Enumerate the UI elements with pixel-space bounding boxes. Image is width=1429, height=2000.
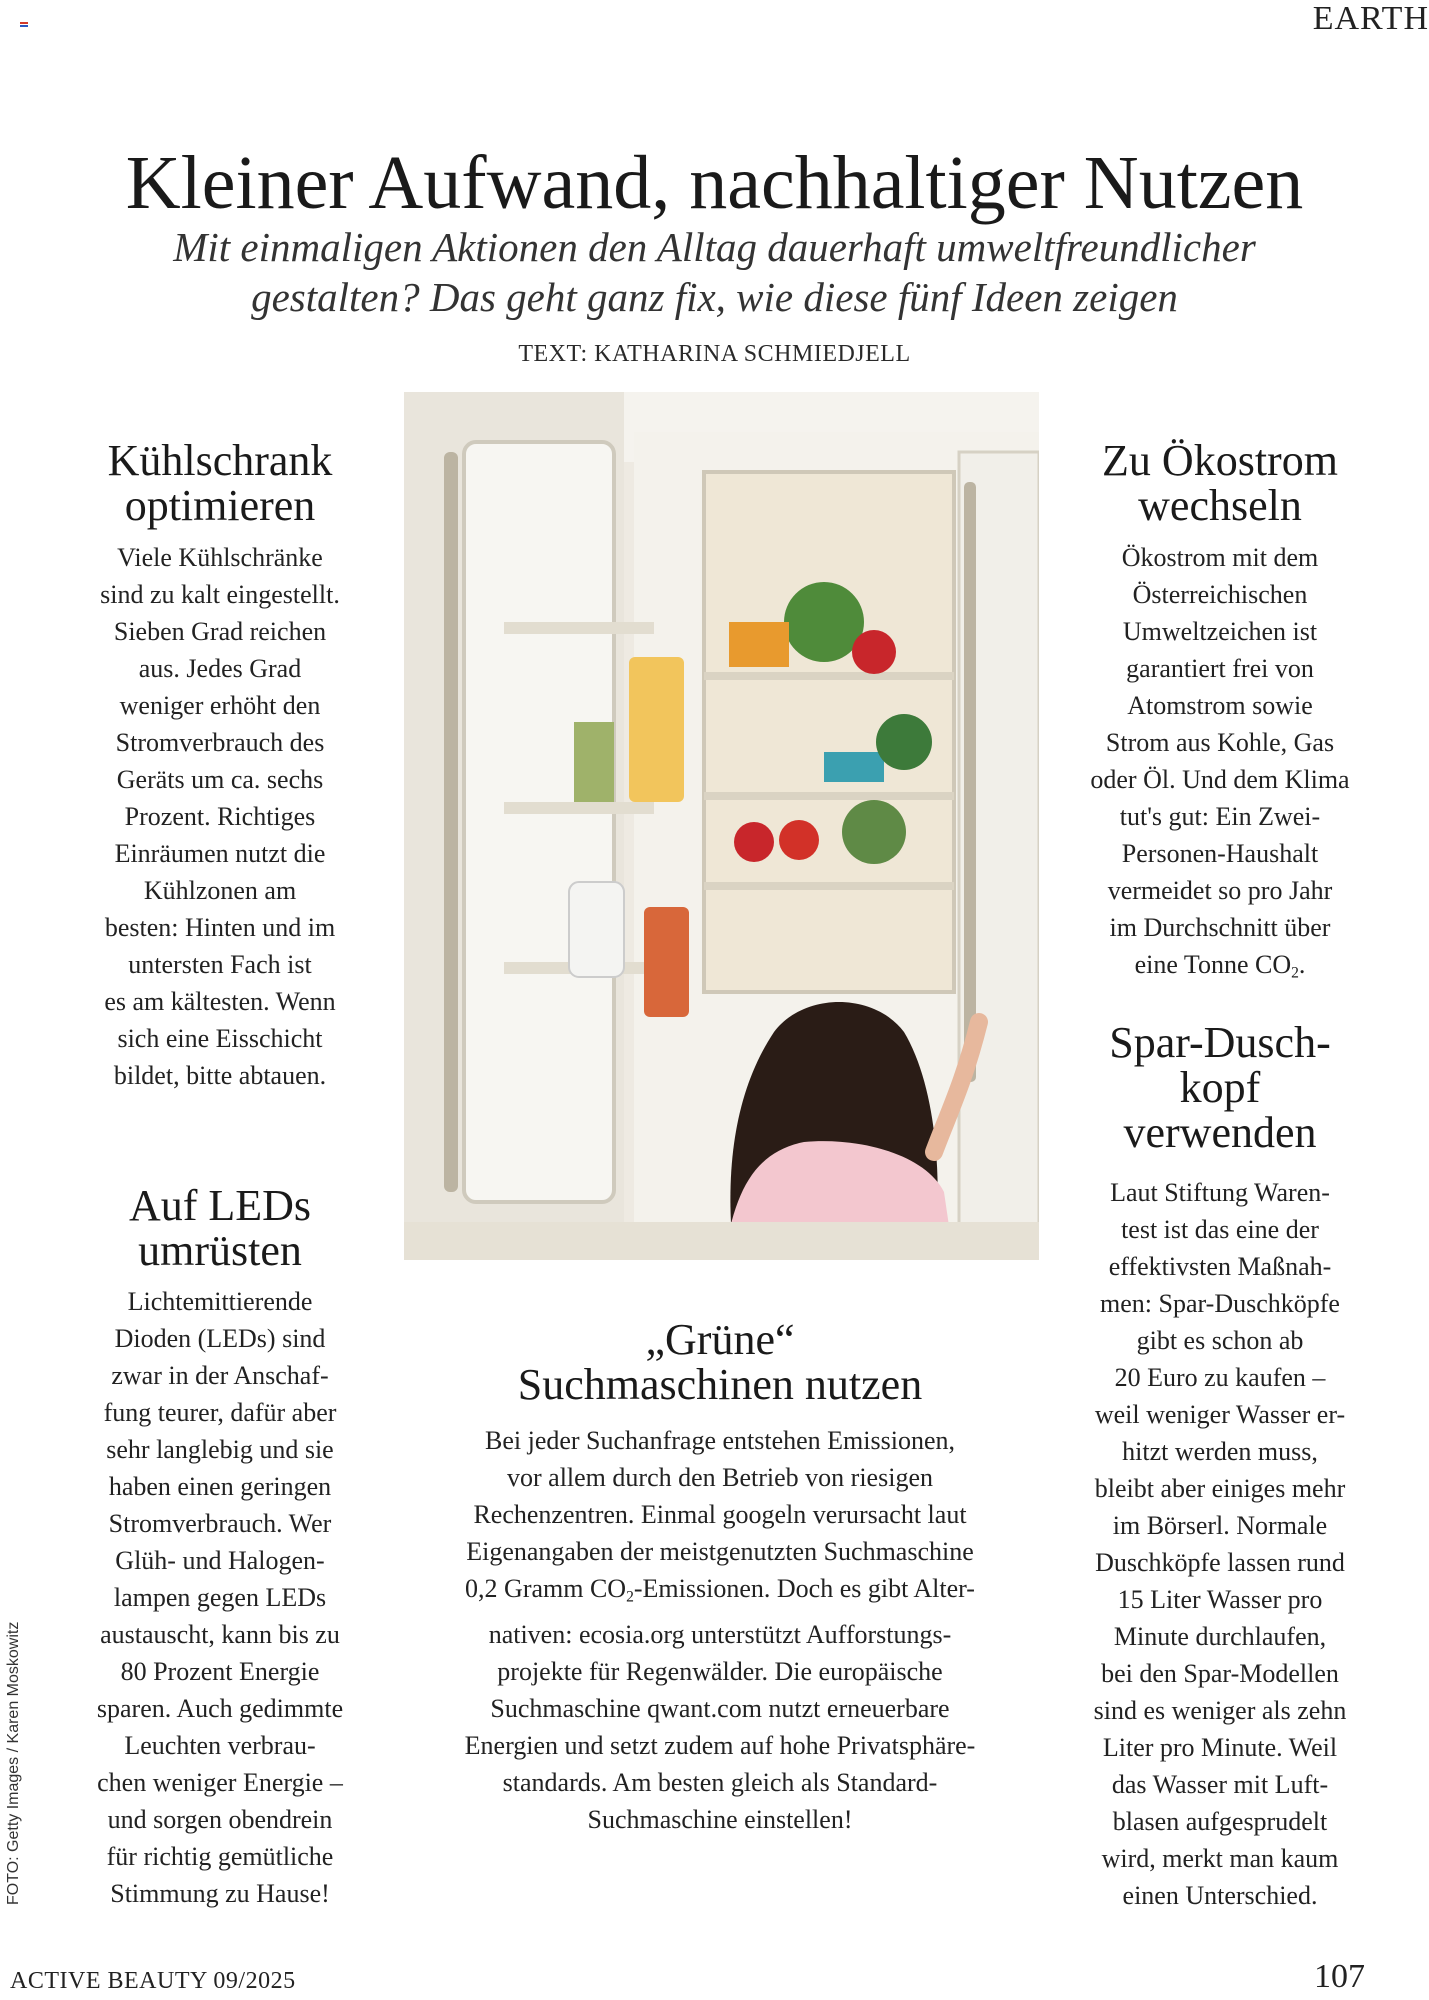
body-line: für richtig gemütliche	[106, 1842, 334, 1871]
body-line: Laut Stiftung Waren-	[1110, 1178, 1330, 1207]
tip-heading-duschkopf	[1060, 1020, 1380, 1155]
tip-body-oekostrom	[1060, 539, 1380, 992]
body-line: weil weniger Wasser er-	[1094, 1400, 1346, 1429]
heading-line: verwenden	[1123, 1108, 1317, 1157]
body-line: Atomstrom sowie	[1127, 691, 1313, 720]
body-line: gibt es schon ab	[1136, 1326, 1304, 1355]
heading-line: Auf LEDs	[128, 1181, 312, 1230]
body-line: bei den Spar-Modellen	[1101, 1659, 1339, 1688]
body-line: Stromverbrauch. Wer	[108, 1509, 332, 1538]
magazine-issue: ACTIVE BEAUTY 09/2025	[10, 1968, 296, 1994]
body-line: standards. Am besten gleich als Standard-	[502, 1767, 938, 1797]
co2-suffix: .	[1298, 950, 1306, 979]
co2-line	[410, 1570, 1030, 1616]
co2-prefix: 0,2 Gramm CO	[465, 1574, 627, 1603]
body-line: Rechenzentren. Einmal googeln verursacht laut	[473, 1500, 967, 1529]
body-line: Geräts um ca. sechs	[116, 765, 324, 794]
heading-line: „Grüne“	[645, 1315, 795, 1364]
tip-body-duschkopf	[1060, 1174, 1380, 1914]
body-line: haben einen geringen	[108, 1472, 332, 1501]
body-line: Kühlzonen am	[143, 876, 297, 905]
body-line: lampen gegen LEDs	[113, 1583, 327, 1612]
body-line: Eigenangaben der meistgenutzten Suchmaschine	[466, 1537, 974, 1566]
body-line: sehr langlebig und sie	[106, 1435, 334, 1464]
heading-line: Zu Ökostrom	[1102, 436, 1338, 485]
body-line: Leuchten verbrau-	[124, 1731, 316, 1760]
body-line: sind es weniger als zehn	[1093, 1696, 1347, 1725]
body-line: austauscht, kann bis zu	[100, 1620, 340, 1649]
heading-line: kopf	[1179, 1063, 1261, 1112]
section-tag: EARTH	[1312, 0, 1429, 37]
body-line: untersten Fach ist	[128, 950, 312, 979]
body-line: besten: Hinten und im	[104, 913, 336, 942]
page-number: 107	[1314, 1958, 1365, 1995]
body-line: Sieben Grad reichen	[113, 617, 327, 646]
body-line: bildet, bitte abtauen.	[113, 1061, 327, 1090]
body-line: tut's gut: Ein Zwei-	[1119, 802, 1321, 831]
heading-line: wechseln	[1138, 481, 1302, 530]
body-line: Bei jeder Suchanfrage entstehen Emissionen,	[484, 1426, 956, 1455]
body-line: nativen: ecosia.org unterstützt Aufforstungs-	[488, 1619, 952, 1649]
body-line: Strom aus Kohle, Gas	[1105, 728, 1335, 757]
co2-prefix: eine Tonne CO	[1134, 950, 1292, 979]
body-line: Österreichischen	[1132, 580, 1308, 609]
body-line: Viele Kühlschränke	[117, 543, 323, 572]
body-line: 15 Liter Wasser pro	[1117, 1585, 1323, 1614]
tip-heading-leds	[60, 1183, 380, 1273]
fridge-photo	[404, 392, 1039, 1260]
subtitle	[100, 222, 1329, 322]
body-line: bleibt aber einiges mehr	[1094, 1474, 1346, 1503]
corner-mark-icon	[20, 22, 28, 28]
tip-heading-suchmaschinen	[410, 1317, 1030, 1407]
body-line: und sorgen obendrein	[107, 1805, 333, 1834]
body-line: wird, merkt man kaum	[1101, 1844, 1339, 1873]
tip-body-leds	[60, 1283, 380, 1912]
body-line: Einräumen nutzt die	[114, 839, 326, 868]
body-line: Dioden (LEDs) sind	[114, 1324, 326, 1353]
body-line: sparen. Auch gedimmte	[96, 1694, 344, 1723]
body-line: es am kältesten. Wenn	[104, 987, 336, 1016]
co2-subscript: 2	[1291, 964, 1299, 982]
body-line: test ist das eine der	[1121, 1215, 1319, 1244]
body-line: im Börserl. Normale	[1112, 1511, 1328, 1540]
body-line: Suchmaschine qwant.com nutzt erneuerbare	[490, 1693, 950, 1723]
body-line: aus. Jedes Grad	[138, 654, 302, 683]
heading-line: Kühlschrank	[107, 436, 333, 485]
tip-heading-oekostrom	[1060, 438, 1380, 528]
body-line: 80 Prozent Energie	[120, 1657, 320, 1686]
body-line: sich eine Eisschicht	[117, 1024, 323, 1053]
body-line: Duschköpfe lassen rund	[1095, 1548, 1345, 1577]
subtitle-line: gestalten? Das geht ganz fix, wie diese fünf Ideen zeigen	[251, 274, 1178, 320]
body-line: Prozent. Richtiges	[124, 802, 316, 831]
body-line: fung teurer, dafür aber	[103, 1398, 337, 1427]
body-line: oder Öl. Und dem Klima	[1090, 765, 1350, 794]
tip-body-kuehlschrank	[60, 539, 380, 1094]
body-line: Personen-Haushalt	[1121, 839, 1319, 868]
body-line: Lichtemittierende	[127, 1287, 313, 1316]
body-line: im Durchschnitt über	[1109, 913, 1331, 942]
body-line: Umweltzeichen ist	[1122, 617, 1318, 646]
page-title: Kleiner Aufwand, nachhaltiger Nutzen	[125, 141, 1304, 225]
body-line: projekte für Regenwälder. Die europäische	[497, 1656, 943, 1686]
body-line: das Wasser mit Luft-	[1111, 1770, 1329, 1799]
heading-line: Suchmaschinen nutzen	[517, 1360, 923, 1409]
body-line: Liter pro Minute. Weil	[1102, 1733, 1338, 1762]
body-line: Stromverbrauch des	[115, 728, 325, 757]
body-line: Energien und setzt zudem auf hohe Privatsphäre-	[464, 1730, 976, 1760]
body-line: einen Unterschied.	[1122, 1881, 1318, 1910]
body-line: effektivsten Maßnah-	[1108, 1252, 1332, 1281]
body-line: Minute durchlaufen,	[1113, 1622, 1327, 1651]
photo-credit: FOTO: Getty Images / Karen Moskowitz	[5, 1621, 22, 1905]
body-line: Glüh- und Halogen-	[115, 1546, 325, 1575]
body-line: 20 Euro zu kaufen –	[1114, 1363, 1326, 1392]
heading-line: Spar-Dusch-	[1109, 1018, 1331, 1067]
subtitle-line: Mit einmaligen Aktionen den Alltag dauerhaft umweltfreundlicher	[173, 224, 1256, 270]
heading-line: umrüsten	[138, 1226, 302, 1275]
body-line: zwar in der Anschaf-	[111, 1361, 329, 1390]
body-line: vermeidet so pro Jahr	[1107, 876, 1333, 905]
co2-subscript: 2	[626, 1588, 634, 1606]
byline: TEXT: KATHARINA SCHMIEDJELL	[518, 341, 911, 367]
body-line: garantiert frei von	[1126, 654, 1314, 683]
body-line: chen weniger Energie –	[97, 1768, 343, 1797]
body-line: hitzt werden muss,	[1122, 1437, 1318, 1466]
body-line: vor allem durch den Betrieb von riesigen	[507, 1463, 933, 1492]
co2-suffix: -Emissionen. Doch es gibt Alter-	[633, 1574, 975, 1603]
tip-body-suchmaschinen	[410, 1422, 1030, 1838]
body-line: Stimmung zu Hause!	[110, 1879, 330, 1908]
body-line: sind zu kalt eingestellt.	[100, 580, 340, 609]
body-line: weniger erhöht den	[119, 691, 321, 720]
co2-line	[1060, 946, 1380, 992]
body-line: Ökostrom mit dem	[1121, 543, 1319, 572]
heading-line: optimieren	[124, 481, 316, 530]
tip-heading-kuehlschrank	[60, 438, 380, 528]
body-line: Suchmaschine einstellen!	[587, 1804, 853, 1834]
body-line: men: Spar-Duschköpfe	[1100, 1289, 1340, 1318]
body-line: blasen aufgesprudelt	[1112, 1807, 1328, 1836]
